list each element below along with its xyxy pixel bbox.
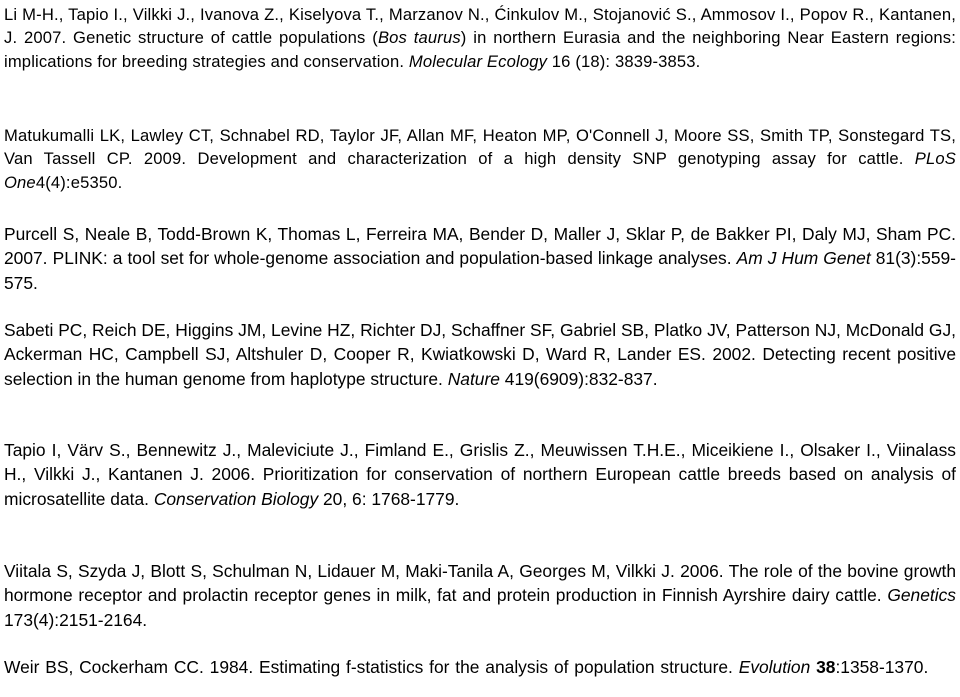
reference-title: ) in northern Eurasia and the neighboring Near Eastern regions: implications for breeding strategies and conservation.	[4, 28, 957, 71]
reference-authors: Weir BS, Cockerham CC. 1984.	[4, 657, 254, 677]
reference-journal: Am J Hum Genet	[736, 248, 871, 269]
reference-title: PLINK: a tool set for whole-genome association and population-based linkage analyses.	[52, 248, 732, 269]
reference-title: Development and characterization of a high density SNP genotyping assay for cattle.	[197, 149, 904, 169]
reference-authors: Matukumalli LK, Lawley CT, Schnabel RD, Taylor JF, Allan MF, Heaton MP, O'Connell J, Moore SS, Smith TP, Sonstegard TS, Van Tassell CP. 2009.	[4, 126, 956, 169]
reference-authors: Purcell S, Neale B, Todd-Brown K, Thomas L, Ferreira MA, Bender D, Maller J, Sklar P, de Bakker PI, Daly MJ, Sham PC. 2007.	[4, 224, 956, 269]
reference-title: Prioritization for conservation of northern European cattle breeds based on analysis of microsatellite data.	[4, 464, 956, 509]
reference-title: Estimating f-statistics for the analysis of population structure.	[259, 657, 733, 677]
reference-journal: Nature	[447, 368, 500, 389]
reference-item	[4, 559, 956, 632]
reference-title: The role of the bovine growth hormone receptor and prolactin receptor genes in milk, fat and protein production in Finnish Ayrshire dairy cattle.	[4, 561, 956, 606]
reference-details: 16 (18): 3839-3853.	[551, 51, 701, 71]
reference-item	[4, 124, 956, 194]
reference-authors: Tapio I, Värv S., Bennewitz J., Maleviciute J., Fimland E., Grislis Z., Meuwissen T.H.E., Miceikiene I., Olsaker I., Viinalass H., Vilkki J., Kantanen J. 2006.	[4, 440, 956, 485]
reference-title-italic: Bos taurus	[377, 28, 461, 48]
reference-journal: Genetics	[887, 585, 956, 606]
reference-item	[4, 318, 956, 391]
reference-details: 173(4):2151-2164.	[4, 609, 148, 630]
reference-authors: Sabeti PC, Reich DE, Higgins JM, Levine HZ, Richter DJ, Schaffner SF, Gabriel SB, Platko JV, Patterson NJ, McDonald GJ, Ackerman HC, Campbell SJ, Altshuler D, Cooper R, Kwiatkowski D, Ward R, Lander ES. 2002.	[4, 320, 956, 365]
reference-title: Detecting recent positive selection in the human genome from haplotype structure.	[4, 344, 956, 389]
reference-title: Genetic structure of cattle populations (	[73, 28, 378, 48]
reference-journal: PLoS One	[4, 149, 956, 192]
reference-item	[4, 3, 956, 73]
reference-journal: Evolution	[738, 657, 811, 677]
reference-details: 419(6909):832-837.	[504, 368, 658, 389]
reference-journal: Conservation Biology	[153, 488, 319, 509]
reference-volume: 38	[816, 657, 836, 677]
reference-journal: Molecular Ecology	[408, 51, 548, 71]
reference-details: 81(3):559-575.	[4, 248, 956, 293]
reference-details: 4(4):e5350.	[35, 172, 123, 192]
reference-pages: :1358-1370.	[835, 657, 929, 677]
reference-details: 20, 6: 1768-1779.	[323, 488, 460, 509]
reference-item	[4, 655, 956, 679]
reference-authors: Viitala S, Szyda J, Blott S, Schulman N, Lidauer M, Maki-Tanila A, Georges M, Vilkki J. 2006.	[4, 561, 724, 581]
reference-item	[4, 222, 956, 295]
reference-authors: Li M-H., Tapio I., Vilkki J., Ivanova Z., Kiselyova T., Marzanov N., Ćinkulov M., Stojanović S., Ammosov I., Popov R., Kantanen, J. 2007.	[4, 5, 956, 48]
reference-item	[4, 438, 956, 511]
